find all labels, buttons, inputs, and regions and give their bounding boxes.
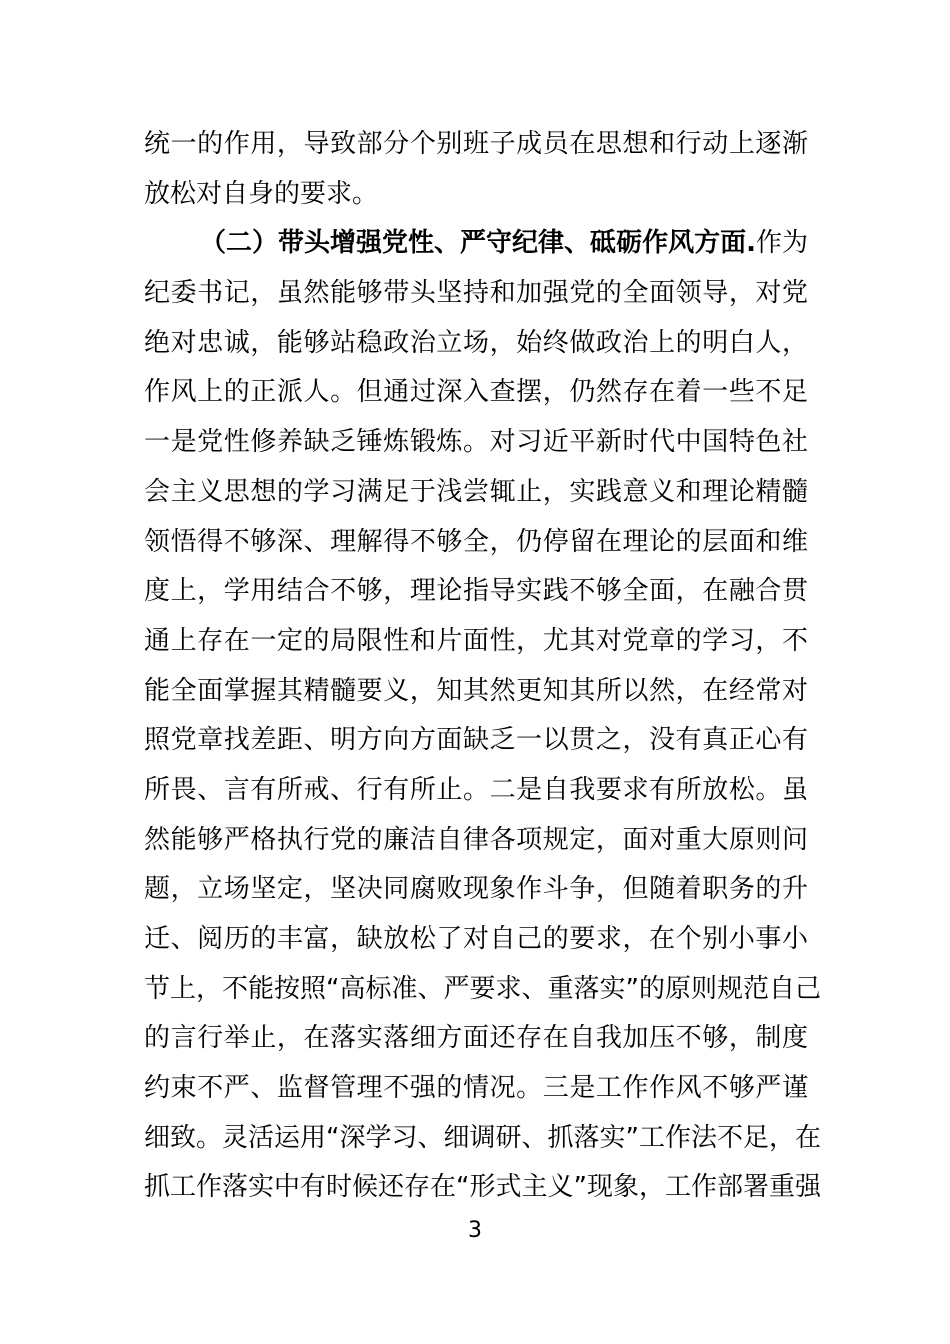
section-heading: （二）带头增强党性、严守纪律、砥砺作风方面.: [200, 228, 756, 259]
text-line: 迁、阅历的丰富，缺放松了对自己的要求，在个别小事小: [144, 924, 808, 954]
text-line: 一是党性修养缺乏锤炼锻炼。对习近平新时代中国特色社: [144, 427, 808, 458]
text-line: 放松对自身的要求。: [144, 178, 379, 209]
text-line: 约束不严、监督管理不强的情况。三是工作作风不够严谨: [144, 1073, 808, 1104]
text-line: 度上，学用结合不够，理论指导实践不够全面，在融合贯: [144, 576, 808, 607]
text-line: 纪委书记，虽然能够带头坚持和加强党的全面领导，对党: [144, 278, 808, 309]
text-line: 绝对忠诚，能够站稳政治立场，始终做政治上的明白人，: [144, 327, 808, 358]
text-fragment: 作为: [755, 228, 808, 259]
text-line: 会主义思想的学习满足于浅尝辄止，实践意义和理论精髓: [144, 476, 808, 507]
document-body: [144, 120, 821, 1213]
text-line: 的言行举止，在落实落细方面还存在自我加压不够，制度: [144, 1023, 808, 1054]
page-number: 3: [468, 1218, 482, 1243]
text-line: 统一的作用，导致部分个别班子成员在思想和行动上逐渐: [144, 129, 808, 159]
text-line: 通上存在一定的局限性和片面性，尤其对党章的学习，不: [144, 625, 808, 656]
text-line: 抓工作落实中有时候还存在“形式主义”现象，工作部署重强: [144, 1172, 821, 1203]
section-heading-line: [144, 219, 808, 269]
text-line: 照党章找差距、明方向方面缺乏一以贯之，没有真正心有: [144, 725, 808, 756]
text-line: 能全面掌握其精髓要义，知其然更知其所以然，在经常对: [144, 675, 808, 706]
text-line: 细致。灵活运用“深学习、细调研、抓落实”工作法不足，在: [144, 1122, 821, 1153]
text-line: 所畏、言有所戒、行有所止。二是自我要求有所放松。虽: [144, 774, 808, 805]
text-line: 作风上的正派人。但通过深入查摆，仍然存在着一些不足: [144, 377, 808, 408]
text-line: 然能够严格执行党的廉洁自律各项规定，面对重大原则问: [144, 824, 808, 855]
text-line: 节上，不能按照“高标准、严要求、重落实”的原则规范自己: [144, 973, 821, 1004]
text-line: 领悟得不够深、理解得不够全，仍停留在理论的层面和维: [144, 526, 808, 557]
text-line: 题，立场坚定，坚决同腐败现象作斗争，但随着职务的升: [144, 874, 808, 905]
